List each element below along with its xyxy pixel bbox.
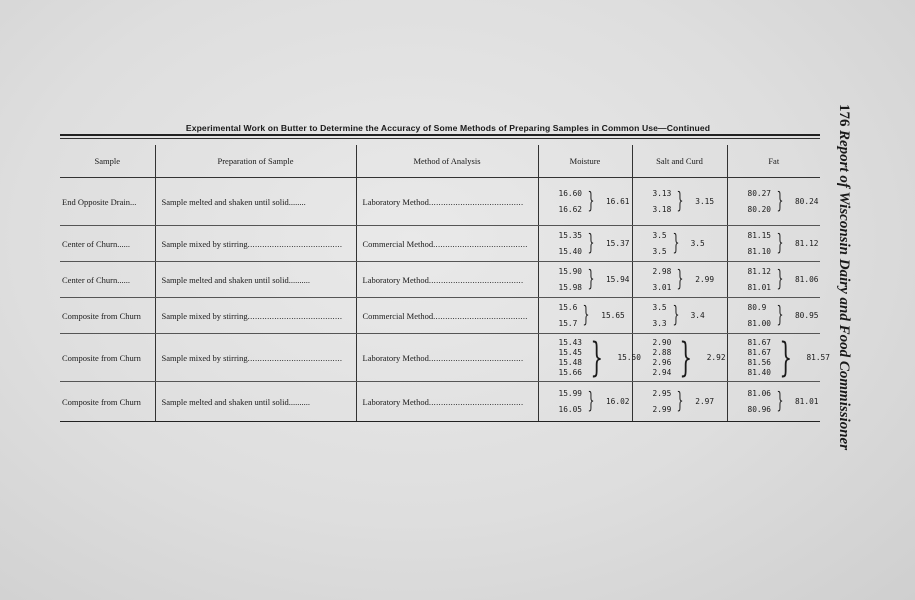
brace-icon: } (587, 230, 595, 256)
moisture-value: 15.40 (558, 246, 582, 256)
cell-method (356, 226, 538, 262)
salt-average: 3.5 (690, 239, 705, 248)
header-sample: Sample (60, 145, 155, 178)
fat-group (728, 186, 821, 218)
cell-salt (632, 226, 727, 262)
cell-fat (727, 298, 820, 334)
table-body (60, 178, 830, 422)
cell-method-text: Laboratory Method ..... (363, 397, 524, 407)
cell-preparation-text: Sample mixed by stirring ..... (162, 311, 343, 321)
cell-sample (60, 226, 155, 262)
butter-sample-table (60, 145, 830, 422)
brace-icon: } (776, 266, 784, 292)
moisture-value: 15.43 (558, 337, 582, 347)
fat-group (728, 334, 830, 381)
moisture-values (539, 386, 582, 418)
salt-average: 2.97 (695, 397, 715, 406)
fat-values (728, 338, 771, 378)
salt-value: 2.96 (652, 357, 672, 367)
cell-moisture (538, 262, 632, 298)
cell-sample (60, 262, 155, 298)
cell-method-text: Commercial Method ..... (363, 311, 528, 321)
brace-icon: } (679, 334, 693, 381)
fat-value: 80.96 (747, 404, 771, 414)
salt-value: 2.90 (652, 337, 672, 347)
salt-value: 3.5 (652, 302, 667, 312)
cell-preparation (155, 334, 356, 382)
moisture-group (539, 334, 641, 381)
fat-value: 81.12 (747, 266, 771, 276)
cell-method (356, 298, 538, 334)
cell-fat (727, 262, 820, 298)
salt-value: 2.88 (652, 347, 672, 357)
brace-icon: } (587, 266, 595, 292)
fat-average: 81.06 (794, 275, 819, 284)
header-row (60, 145, 820, 178)
fat-average: 80.95 (794, 311, 819, 320)
fat-value: 81.67 (747, 347, 771, 357)
brace-icon: } (776, 230, 784, 256)
moisture-average: 16.02 (605, 397, 630, 406)
moisture-values (539, 264, 582, 296)
fat-values (728, 186, 771, 218)
moisture-values (539, 300, 578, 332)
cell-preparation (155, 226, 356, 262)
salt-value: 3.18 (652, 204, 672, 214)
salt-group (633, 386, 727, 418)
salt-average: 2.99 (695, 275, 715, 284)
fat-group (728, 300, 821, 332)
fat-value: 81.67 (747, 337, 771, 347)
fat-values (728, 228, 771, 260)
brace-icon: } (779, 334, 793, 381)
moisture-average: 15.94 (605, 275, 630, 284)
fat-group (728, 264, 821, 296)
cell-method-text: Laboratory Method ..... (363, 197, 524, 207)
fat-value: 81.10 (747, 246, 771, 256)
header-preparation: Preparation of Sample (155, 145, 356, 178)
brace-icon: } (587, 388, 595, 414)
salt-value: 3.13 (652, 188, 672, 198)
cell-salt (632, 298, 727, 334)
cell-sample-text: End Opposite Drain... (62, 196, 137, 207)
moisture-value: 15.90 (558, 266, 582, 276)
top-rule-thin (60, 138, 820, 139)
moisture-value: 15.98 (558, 282, 582, 292)
fat-value: 80.27 (747, 188, 771, 198)
brace-icon: } (676, 388, 684, 414)
salt-value: 2.94 (652, 367, 672, 377)
salt-values (633, 338, 672, 378)
brace-icon: } (672, 302, 680, 328)
cell-sample (60, 334, 155, 382)
fat-value: 81.00 (747, 318, 771, 328)
brace-icon: } (587, 188, 595, 214)
moisture-value: 15.48 (558, 357, 582, 367)
cell-fat (727, 382, 820, 422)
cell-preparation-text: Sample melted and shaken until solid.......... (161, 396, 310, 407)
brace-icon: } (776, 302, 784, 328)
moisture-value: 15.7 (558, 318, 578, 328)
table-row (60, 298, 820, 334)
moisture-value: 15.45 (558, 347, 582, 357)
salt-group (633, 186, 727, 218)
cell-moisture (538, 298, 632, 334)
cell-method-text: Laboratory Method ..... (363, 275, 524, 285)
salt-values (633, 264, 672, 296)
cell-method (356, 262, 538, 298)
cell-preparation (155, 382, 356, 422)
salt-value: 2.95 (652, 388, 672, 398)
cell-salt (632, 178, 727, 226)
salt-group (633, 228, 727, 260)
moisture-group (539, 228, 632, 260)
moisture-value: 16.05 (558, 404, 582, 414)
cell-method (356, 334, 538, 382)
brace-icon: } (776, 188, 784, 214)
salt-group (633, 264, 727, 296)
cell-sample-text: Composite from Churn (62, 352, 141, 363)
moisture-value: 16.62 (558, 204, 582, 214)
fat-value: 81.06 (747, 388, 771, 398)
cell-method (356, 178, 538, 226)
salt-values (633, 386, 672, 418)
cell-fat (727, 226, 820, 262)
salt-average: 3.15 (695, 197, 715, 206)
top-rule (60, 134, 820, 136)
table-row (60, 262, 820, 298)
salt-value: 3.5 (652, 230, 667, 240)
salt-value: 2.99 (652, 404, 672, 414)
salt-group (633, 334, 727, 381)
fat-values (728, 300, 771, 332)
table-row (60, 178, 820, 226)
moisture-value: 15.66 (558, 367, 582, 377)
salt-average: 3.4 (690, 311, 705, 320)
moisture-values (539, 186, 582, 218)
cell-sample-text: Center of Churn...... (62, 238, 130, 249)
cell-method-text: Laboratory Method ..... (363, 353, 524, 363)
header-moisture: Moisture (538, 145, 632, 178)
cell-sample (60, 382, 155, 422)
brace-icon: } (590, 334, 604, 381)
cell-preparation (155, 298, 356, 334)
fat-value: 80.20 (747, 204, 771, 214)
brace-icon: } (672, 230, 680, 256)
moisture-values (539, 228, 582, 260)
cell-method (356, 382, 538, 422)
brace-icon: } (582, 302, 590, 328)
fat-value: 81.15 (747, 230, 771, 240)
fat-average: 81.12 (794, 239, 819, 248)
cell-sample-text: Composite from Churn (62, 396, 141, 407)
cell-sample-text: Composite from Churn (62, 310, 141, 321)
cell-preparation (155, 262, 356, 298)
fat-average: 80.24 (794, 197, 819, 206)
moisture-average: 15.50 (617, 353, 641, 362)
cell-fat (727, 334, 830, 382)
cell-salt (632, 262, 727, 298)
moisture-average: 16.61 (605, 197, 630, 206)
page-number: 176 (836, 104, 852, 127)
salt-values (633, 300, 667, 332)
moisture-group (539, 186, 632, 218)
running-title: Report of Wisconsin Dairy and Food Commissioner (836, 130, 852, 451)
salt-average: 2.92 (706, 353, 726, 362)
header-method: Method of Analysis (356, 145, 538, 178)
fat-value: 80.9 (747, 302, 767, 312)
cell-fat (727, 178, 820, 226)
fat-values (728, 386, 771, 418)
brace-icon: } (776, 388, 784, 414)
moisture-value: 16.60 (558, 188, 582, 198)
cell-preparation-text: Sample melted and shaken until solid........ (161, 196, 306, 207)
salt-value: 3.5 (652, 246, 667, 256)
salt-value: 3.3 (652, 318, 667, 328)
brace-icon: } (676, 266, 684, 292)
cell-moisture (538, 382, 632, 422)
cell-moisture (538, 226, 632, 262)
cell-moisture (538, 178, 632, 226)
table-row (60, 382, 820, 422)
fat-value: 81.01 (747, 282, 771, 292)
fat-group (728, 386, 821, 418)
header-salt-curd: Salt and Curd (632, 145, 727, 178)
header-fat: Fat (727, 145, 820, 178)
cell-sample-text: Center of Churn...... (62, 274, 130, 285)
table-row (60, 226, 820, 262)
moisture-value: 15.99 (558, 388, 582, 398)
cell-salt (632, 382, 727, 422)
moisture-value: 15.35 (558, 230, 582, 240)
salt-value: 3.01 (652, 282, 672, 292)
moisture-average: 15.65 (601, 311, 625, 320)
salt-values (633, 228, 667, 260)
moisture-values (539, 338, 582, 378)
moisture-average: 15.37 (605, 239, 630, 248)
cell-moisture (538, 334, 641, 382)
cell-preparation-text: Sample mixed by stirring ..... (162, 239, 343, 249)
cell-salt (632, 334, 727, 382)
fat-values (728, 264, 771, 296)
cell-preparation-text: Sample mixed by stirring ..... (162, 353, 343, 363)
cell-preparation-text: Sample melted and shaken until solid.......... (161, 274, 310, 285)
fat-value: 81.56 (747, 357, 771, 367)
fat-value: 81.40 (747, 367, 771, 377)
moisture-value: 15.6 (558, 302, 578, 312)
cell-preparation (155, 178, 356, 226)
salt-value: 2.98 (652, 266, 672, 276)
cell-sample (60, 298, 155, 334)
fat-average: 81.01 (794, 397, 819, 406)
cell-method-text: Commercial Method ..... (363, 239, 528, 249)
salt-values (633, 186, 672, 218)
cell-sample (60, 178, 155, 226)
moisture-group (539, 386, 632, 418)
fat-group (728, 228, 821, 260)
table-row (60, 334, 820, 382)
salt-group (633, 300, 727, 332)
brace-icon: } (676, 188, 684, 214)
moisture-group (539, 264, 632, 296)
table-caption: Experimental Work on Butter to Determine the Accuracy of Some Methods of Preparing Samples in Common Use—Continued (185, 123, 711, 133)
moisture-group (539, 300, 632, 332)
fat-average: 81.57 (806, 353, 830, 362)
